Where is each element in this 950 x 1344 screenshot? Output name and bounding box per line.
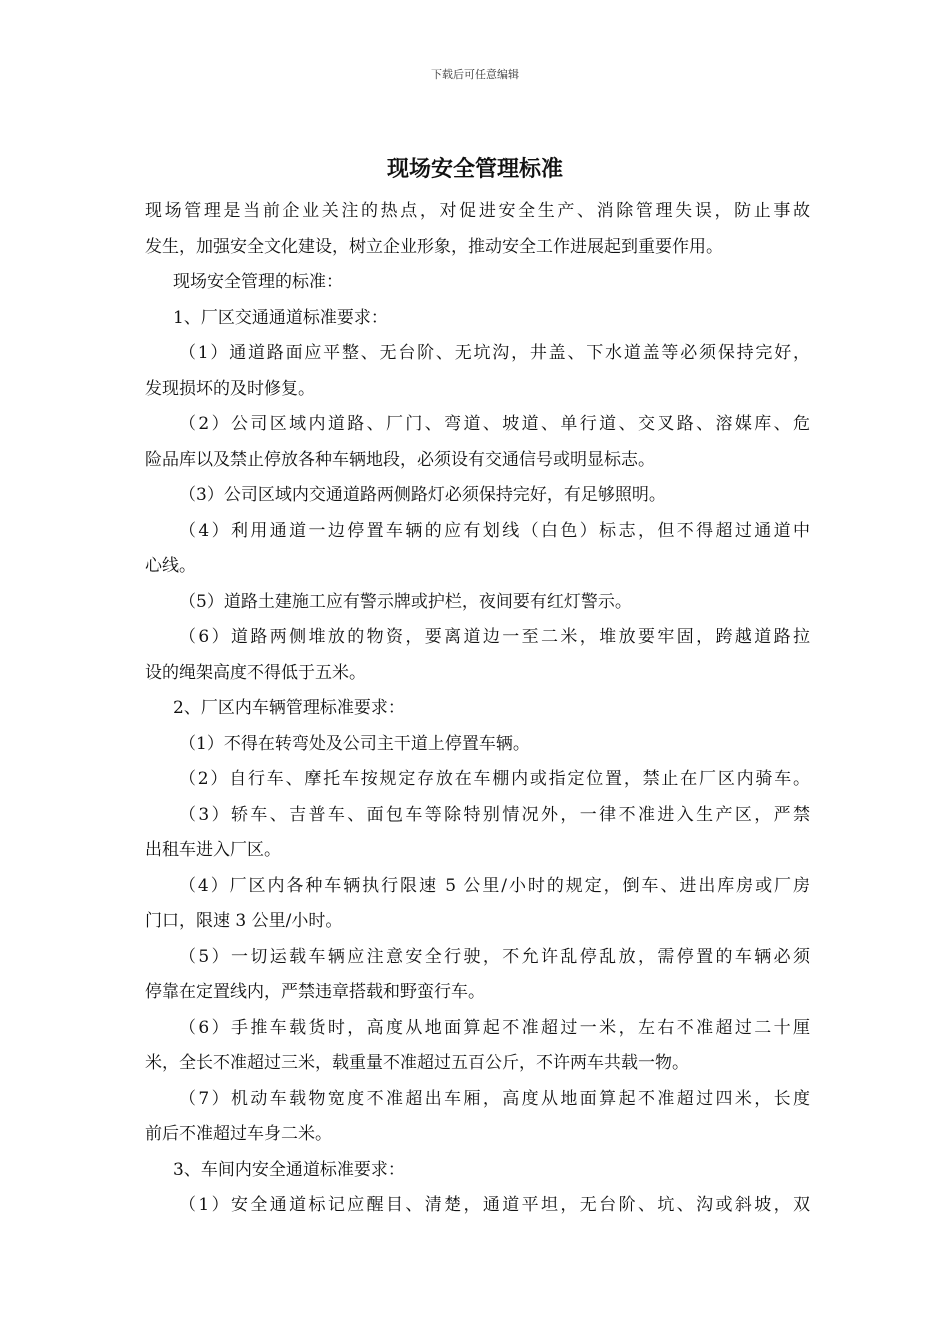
section-heading: 3、车间内安全通道标准要求： — [173, 1159, 405, 1180]
list-item-line: （2）公司区域内道路、厂门、弯道、坡道、单行道、交叉路、溶媒库、危 — [179, 414, 810, 434]
section-heading: 1、厂区交通通道标准要求： — [173, 307, 388, 328]
list-item-line: 设的绳架高度不得低于五米。 — [145, 662, 366, 683]
list-item-line: （1）不得在转弯处及公司主干道上停置车辆。 — [179, 733, 530, 754]
paragraph-line: 发生，加强安全文化建设，树立企业形象，推动安全工作进展起到重要作用。 — [145, 236, 723, 257]
list-item-line: 米，全长不准超过三米，载重量不准超过五百公斤，不许两车共载一物。 — [145, 1053, 689, 1073]
paragraph-line: 现场管理是当前企业关注的热点，对促进安全生产、消除管理失误，防止事故 — [145, 201, 810, 221]
paragraph-line: 现场安全管理的标准： — [173, 272, 343, 292]
list-item-line: （4）利用通道一边停置车辆的应有划线（白色）标志，但不得超过通道中 — [179, 520, 810, 541]
list-item-line: （6）手推车载货时，高度从地面算起不准超过一米，左右不准超过二十厘 — [179, 1017, 810, 1038]
list-item-line: （5）一切运载车辆应注意安全行驶，不允许乱停乱放，需停置的车辆必须 — [179, 946, 810, 967]
list-item-line: 出租车进入厂区。 — [145, 840, 281, 860]
document-body — [145, 194, 810, 1224]
section-heading: 2、厂区内车辆管理标准要求： — [173, 698, 405, 718]
list-item-line: （4）厂区内各种车辆执行限速 5 公里/小时的规定，倒车、进出库房或厂房 — [179, 875, 810, 896]
document-title: 现场安全管理标准 — [386, 157, 563, 182]
list-item-line: （1）通道路面应平整、无台阶、无坑沟，井盖、下水道盖等必须保持完好， — [179, 343, 810, 363]
list-item-line: （3）轿车、吉普车、面包车等除特别情况外，一律不准进入生产区，严禁 — [179, 804, 810, 825]
list-item-line: 心线。 — [145, 556, 196, 576]
list-item-line: 险品库以及禁止停放各种车辆地段，必须设有交通信号或明显标志。 — [145, 449, 655, 470]
list-item-line: （2）自行车、摩托车按规定存放在车棚内或指定位置，禁止在厂区内骑车。 — [179, 769, 810, 789]
list-item-line: 前后不准超过车身二米。 — [145, 1124, 332, 1144]
list-item-line: 门口，限速 3 公里/小时。 — [145, 911, 343, 931]
header-note: 下载后可任意编辑 — [431, 68, 519, 81]
list-item-line: （7）机动车载物宽度不准超出车厢，高度从地面算起不准超过四米，长度 — [179, 1088, 810, 1109]
list-item-line: 停靠在定置线内，严禁违章搭载和野蛮行车。 — [145, 982, 485, 1002]
list-item-line: （6）道路两侧堆放的物资，要离道边一至二米，堆放要牢固，跨越道路拉 — [179, 627, 810, 647]
list-item-line: （1）安全通道标记应醒目、清楚，通道平坦，无台阶、坑、沟或斜坡，双 — [179, 1195, 810, 1215]
list-item-line: （3）公司区域内交通道路两侧路灯必须保持完好，有足够照明。 — [179, 485, 666, 505]
list-item-line: 发现损坏的及时修复。 — [145, 378, 315, 399]
list-item-line: （5）道路土建施工应有警示牌或护栏，夜间要有红灯警示。 — [179, 591, 632, 612]
